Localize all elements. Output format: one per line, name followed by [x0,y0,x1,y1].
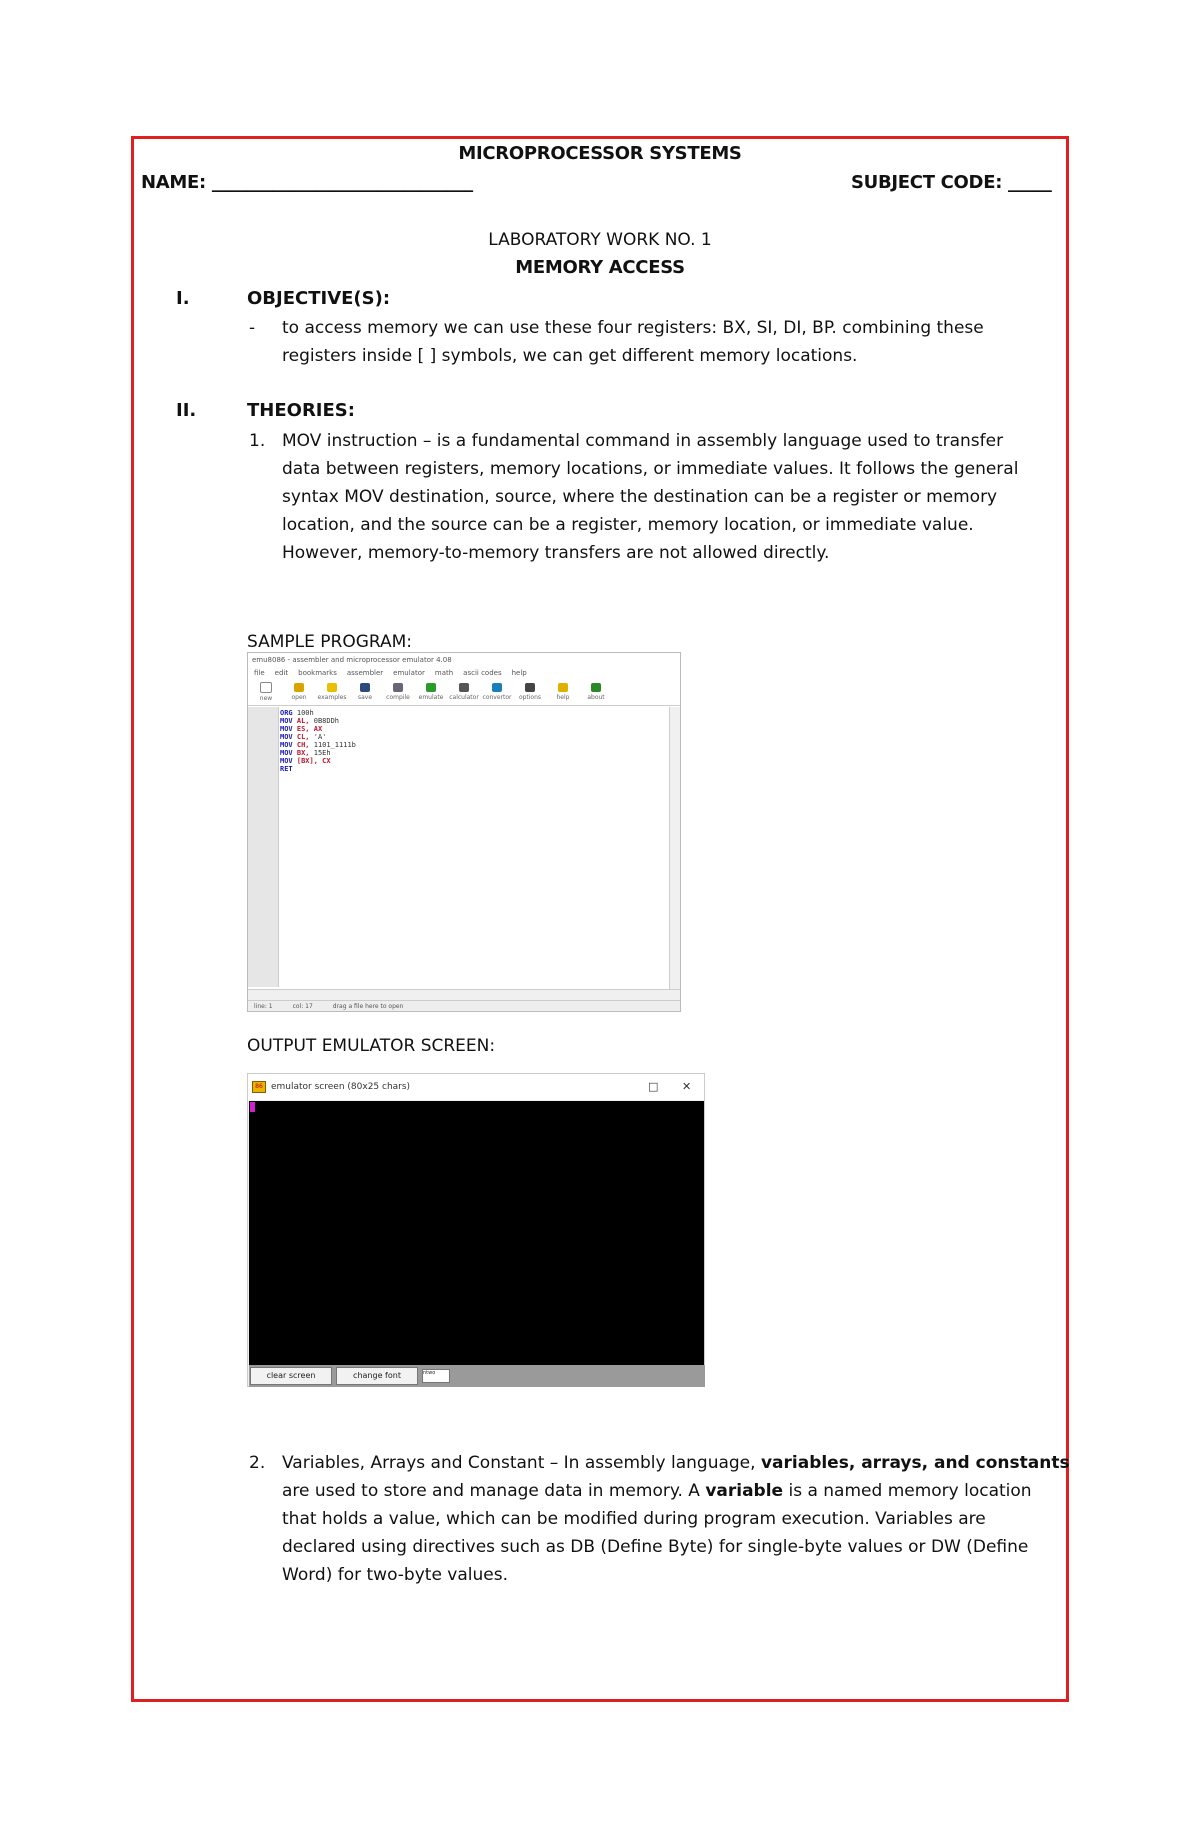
code-line: MOV CH, 1101_1111b [280,741,356,749]
code-line: ORG 100h [280,709,314,717]
status-line: line: 1 [254,1002,273,1010]
theories-numeral: II. [176,400,197,421]
lab-title: MEMORY ACCESS [515,257,685,278]
maximize-icon: □ [648,1080,659,1093]
menu-item: file [254,669,265,677]
status-hint: drag a file here to open [332,1002,404,1010]
code-line: RET [280,765,293,773]
code-line: MOV [BX], CX [280,757,331,765]
tool-convertor: convertor [485,681,509,703]
menu-item: math [434,669,454,677]
theory-item1-number: 1. [249,431,266,451]
tool-save: save [353,681,377,703]
emulator-titlebar [248,1074,704,1100]
help-icon [558,683,568,692]
code-editor [248,707,680,997]
menu-item: assembler [346,669,384,677]
status-bar [248,1000,681,1011]
about-icon [591,683,601,692]
code-line: MOV AL, 0B8DDh [280,717,340,725]
menu-item: edit [274,669,289,677]
status-col: col: 17 [292,1002,313,1010]
calculator-icon [459,683,469,692]
code-area [280,709,662,987]
name-field-label: NAME: ______________________________ [141,172,473,193]
course-title: MICROPROCESSOR SYSTEMS [458,143,742,164]
close-icon: ✕ [682,1080,692,1093]
objectives-text-line2: registers inside [ ] symbols, we can get different memory locations. [282,346,858,366]
line-gutter [248,707,279,987]
theory-item2-number: 2. [249,1453,266,1473]
objectives-numeral: I. [176,288,190,309]
play-icon [426,683,436,692]
emulator-title: emulator screen (80x25 chars) [271,1082,411,1092]
theory-item1-line: MOV instruction – is a fundamental command in assembly language used to transfer [282,431,1004,451]
theory-item1-line: data between registers, memory locations, or immediate values. It follows the general [282,459,1019,479]
tool-open: open [287,681,311,703]
code-line: MOV CL, 'A' [280,733,327,741]
tool-new: new [254,681,278,703]
theory-item2-line: declared using directives such as DB (Define Byte) for single-byte values or DW (Define [282,1537,1029,1557]
theory-item1-line: However, memory-to-memory transfers are not allowed directly. [282,543,830,563]
code-line: MOV BX, 15Eh [280,749,331,757]
floppy-icon [360,683,370,692]
tool-examples: examples [320,681,344,703]
menu-bar [248,667,680,679]
new-file-icon [260,682,272,693]
tool-about: about [584,681,608,703]
theories-heading: THEORIES: [247,400,355,421]
star-icon [327,683,337,692]
theory-item1-line: location, and the source can be a register, memory location, or immediate value. [282,515,974,535]
vertical-scrollbar [669,707,680,989]
compile-icon [393,683,403,692]
output-label: OUTPUT EMULATOR SCREEN: [247,1036,496,1056]
tool-compile: compile [386,681,410,703]
tool-options: options [518,681,542,703]
emu-app-icon: 86 [252,1081,266,1093]
theory-item2-line1: Variables, Arrays and Constant – In assembly language, variables, arrays, and constants [282,1453,1070,1473]
objectives-bullet: - [249,318,256,338]
code-line: MOV ES, AX [280,725,323,733]
menu-item: ascii codes [463,669,502,677]
tools-icon [525,683,535,692]
cursor-block [250,1102,255,1112]
tool-emulate: emulate [419,681,443,703]
mini-indicator: ntwo [422,1369,450,1383]
menu-item: bookmarks [298,669,337,677]
sample-program-screenshot [247,652,681,1012]
app-title: emu8086 - assembler and microprocessor emulator 4.08 [252,656,452,664]
tool-calculator: calculator [452,681,476,703]
theory-item2-line: that holds a value, which can be modified during program execution. Variables are [282,1509,986,1529]
change-font-button: change font [336,1367,418,1385]
clear-screen-button: clear screen [250,1367,332,1385]
convertor-icon [492,683,502,692]
tool-help: help [551,681,575,703]
folder-icon [294,683,304,692]
horizontal-scrollbar [248,989,680,1000]
lab-number: LABORATORY WORK NO. 1 [488,230,712,250]
emulator-display [249,1101,704,1365]
theory-item1-line: syntax MOV destination, source, where the destination can be a register or memory [282,487,998,507]
objectives-text-line1: to access memory we can use these four registers: BX, SI, DI, BP. combining these [282,318,984,338]
menu-item: emulator [393,669,425,677]
sample-program-label: SAMPLE PROGRAM: [247,632,413,652]
emulator-screen-screenshot [247,1073,705,1387]
toolbar [248,679,680,706]
theory-item2-line2: are used to store and manage data in memory. A variable is a named memory location [282,1481,1032,1501]
emulator-bottom-bar [249,1365,705,1387]
menu-item: help [511,669,527,677]
subject-code-label: SUBJECT CODE: _____ [851,172,1052,193]
theory-item2-line: Word) for two-byte values. [282,1565,509,1585]
window-titlebar [248,653,680,667]
objectives-heading: OBJECTIVE(S): [247,288,391,309]
